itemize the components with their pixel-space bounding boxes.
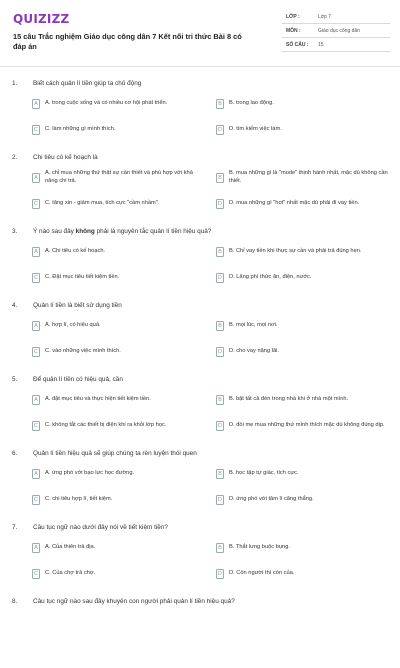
question-number: 4. xyxy=(12,302,18,309)
question-text: Chi tiêu có kế hoạch là xyxy=(33,154,98,161)
question-7 xyxy=(0,520,400,594)
question-5 xyxy=(0,372,400,446)
question-number: 2. xyxy=(12,154,18,161)
page-title: 15 câu Trắc nghiệm Giáo dục công dân 7 Kết nối tri thức Bài 8 có đáp án xyxy=(13,32,242,51)
option-letter-box: D xyxy=(216,421,224,431)
option-letter-box: D xyxy=(216,273,224,283)
option-letter-box: A xyxy=(32,247,40,257)
meta-label: LỚP : xyxy=(286,13,300,20)
option-letter-box: D xyxy=(216,569,224,579)
option-letter-box: A xyxy=(32,321,40,331)
option-text: C. chi tiêu hợp lí, tiết kiệm. xyxy=(45,495,113,502)
question-number: 8. xyxy=(12,598,18,605)
question-text: Quản lí tiền là biết sử dụng tiền xyxy=(33,302,122,309)
option-text: A. chỉ mua những thứ thật sự cần thiết và phù hợp với khả năng chi trả. xyxy=(45,170,193,184)
question-list xyxy=(0,76,400,668)
option-letter-box: B xyxy=(216,99,224,109)
option-text: D. ứng phó với tâm lí căng thẳng. xyxy=(229,495,314,502)
answer-option-b[interactable] xyxy=(216,169,394,186)
answer-option-a[interactable] xyxy=(32,243,207,260)
option-letter-box: C xyxy=(32,199,40,209)
meta-label: SỐ CÂU : xyxy=(286,41,309,48)
option-letter-box: B xyxy=(216,173,224,183)
option-text: B. mua những gì là "mode" thịnh hành nhất, mặc dù không cần thiết. xyxy=(229,170,388,184)
answer-option-b[interactable] xyxy=(216,243,394,260)
option-letter-box: B xyxy=(216,543,224,553)
answer-option-a[interactable] xyxy=(32,465,207,482)
answer-option-d[interactable] xyxy=(216,195,394,212)
question-text: Biết cách quản lí tiền giúp ta chủ động xyxy=(33,80,142,87)
option-letter-box: A xyxy=(32,543,40,553)
question-text xyxy=(33,228,383,235)
answer-option-c[interactable] xyxy=(32,121,207,138)
answer-option-a[interactable] xyxy=(32,539,207,556)
option-text: C. vào những việc mình thích. xyxy=(45,347,121,354)
option-text: A. trong cuộc sống và có nhiều cơ hội phát triển. xyxy=(45,99,168,106)
option-letter-box: A xyxy=(32,395,40,405)
answer-option-c[interactable] xyxy=(32,565,207,582)
question-number: 7. xyxy=(12,524,18,531)
meta-value: 15 xyxy=(318,41,324,48)
option-text: A. ứng phó với bạo lực học đường. xyxy=(45,469,135,476)
question-text-part: Ý nào sau đây xyxy=(33,228,76,235)
answer-option-d[interactable] xyxy=(216,565,394,582)
option-text: C. Của chợ trả chợ. xyxy=(45,569,96,576)
answer-option-c[interactable] xyxy=(32,269,207,286)
option-text: A. Chi tiêu có kế hoạch. xyxy=(45,247,106,254)
question-2 xyxy=(0,150,400,224)
meta-value: Giáo dục công dân xyxy=(318,27,360,34)
answer-option-d[interactable] xyxy=(216,343,394,360)
option-text: C. làm những gì mình thích. xyxy=(45,125,116,132)
answer-option-a[interactable] xyxy=(32,169,207,186)
answer-option-b[interactable] xyxy=(216,465,394,482)
meta-row-count xyxy=(282,38,390,52)
option-letter-box: C xyxy=(32,421,40,431)
question-8 xyxy=(0,594,400,668)
option-letter-box: C xyxy=(32,347,40,357)
option-text: C. tăng xin - giảm mua, tích cực "cầm nhầm". xyxy=(45,199,160,206)
option-letter-box: A xyxy=(32,469,40,479)
answer-option-b[interactable] xyxy=(216,539,394,556)
option-text: D. mua những gì "hot" nhất mặc dù phải đi vay tiền. xyxy=(229,199,360,206)
question-number: 1. xyxy=(12,80,18,87)
answer-option-a[interactable] xyxy=(32,95,207,112)
answer-option-c[interactable] xyxy=(32,417,207,434)
quizizz-logo: QUIZIZZ xyxy=(13,12,70,26)
answer-option-d[interactable] xyxy=(216,417,394,434)
question-1 xyxy=(0,76,400,150)
answer-option-a[interactable] xyxy=(32,317,207,334)
option-text: B. trong lao động. xyxy=(229,99,274,106)
option-letter-box: A xyxy=(32,173,40,183)
answer-option-d[interactable] xyxy=(216,491,394,508)
worksheet-header xyxy=(0,0,400,64)
option-text: B. Thắt lưng buộc bụng. xyxy=(229,543,290,550)
option-text: B. học tập tự giác, tích cực. xyxy=(229,469,299,476)
header-divider xyxy=(0,66,400,67)
question-text: Câu tục ngữ nào sau đây khuyên con người phải quản lí tiền hiệu quả? xyxy=(33,598,235,605)
answer-option-a[interactable] xyxy=(32,391,207,408)
meta-label: MÔN : xyxy=(286,27,301,34)
question-number: 5. xyxy=(12,376,18,383)
question-number: 6. xyxy=(12,450,18,457)
answer-option-c[interactable] xyxy=(32,491,207,508)
option-letter-box: D xyxy=(216,199,224,209)
question-text: Quản lí tiền hiệu quả sẽ giúp chúng ta rèn luyện thói quen xyxy=(33,450,197,457)
meta-value: Lớp 7 xyxy=(318,13,332,20)
question-emphasis: không xyxy=(75,228,95,235)
option-letter-box: C xyxy=(32,273,40,283)
option-letter-box: B xyxy=(216,469,224,479)
question-4 xyxy=(0,298,400,372)
option-text: D. tìm kiếm việc làm. xyxy=(229,125,282,132)
meta-row-subject xyxy=(282,24,390,38)
option-text: D. Còn người thì còn của. xyxy=(229,569,295,576)
option-letter-box: B xyxy=(216,247,224,257)
option-text: D. Lãng phí thức ăn, điện, nước. xyxy=(229,273,312,280)
option-text: B. Chỉ vay tiền khi thực sự cần và phải trả đúng hẹn. xyxy=(229,247,362,254)
answer-option-b[interactable] xyxy=(216,391,394,408)
option-letter-box: D xyxy=(216,347,224,357)
option-text: C. Đặt mục tiêu tiết kiệm tiền. xyxy=(45,273,120,280)
question-6 xyxy=(0,446,400,520)
meta-table xyxy=(282,10,390,52)
option-text: A. Của thiên trả địa. xyxy=(45,543,96,550)
answer-option-b[interactable] xyxy=(216,317,394,334)
question-text: Câu tục ngữ nào dưới đây nói về tiết kiệm tiền? xyxy=(33,524,168,531)
option-text: C. không tắt các thiết bị điện khi ra khỏi lớp học. xyxy=(45,421,167,428)
option-letter-box: B xyxy=(216,395,224,405)
meta-row-grade xyxy=(282,10,390,24)
option-letter-box: C xyxy=(32,569,40,579)
answer-option-d[interactable] xyxy=(216,121,394,138)
answer-option-b[interactable] xyxy=(216,95,394,112)
option-letter-box: D xyxy=(216,495,224,505)
option-letter-box: A xyxy=(32,99,40,109)
option-text: B. bật tất cả đèn trong nhà khi ở nhà một mình. xyxy=(229,395,349,402)
question-3 xyxy=(0,224,400,298)
answer-option-c[interactable] xyxy=(32,343,207,360)
option-letter-box: B xyxy=(216,321,224,331)
question-text: Để quản lí tiền có hiệu quả, cần xyxy=(33,376,123,383)
option-letter-box: C xyxy=(32,495,40,505)
option-text: A. hợp lí, có hiệu quả. xyxy=(45,321,101,328)
option-text: B. mọi lúc, mọi nơi. xyxy=(229,321,278,328)
option-text: A. đặt mục tiêu và thực hiện tiết kiệm tiền. xyxy=(45,395,151,402)
option-text: D. đòi mẹ mua những thứ mình thích mặc dù không đúng dịp. xyxy=(229,421,385,428)
question-number: 3. xyxy=(12,228,18,235)
answer-option-d[interactable] xyxy=(216,269,394,286)
option-letter-box: C xyxy=(32,125,40,135)
option-letter-box: D xyxy=(216,125,224,135)
question-text-part: phải là nguyên tắc quản lí tiền hiệu quả? xyxy=(94,228,212,235)
answer-option-c[interactable] xyxy=(32,195,207,212)
option-text: D. cho vay nặng lãi. xyxy=(229,347,279,354)
